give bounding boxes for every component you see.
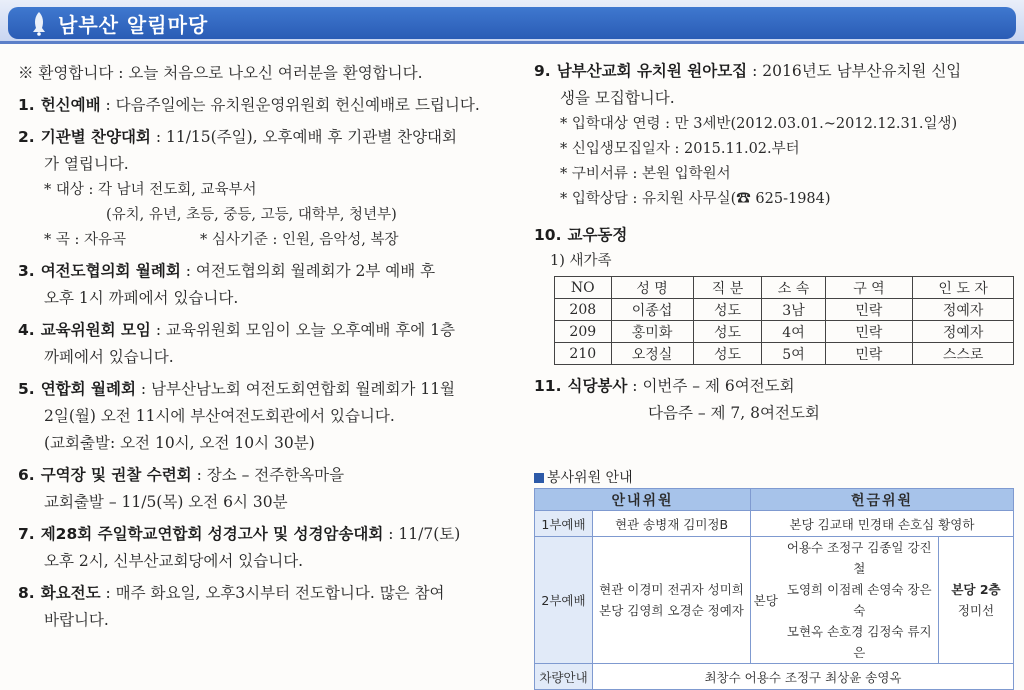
service-row-2: 2부예배 현관 이경미 전귀자 성미희 본당 김영희 오경순 정예자 본당 어용수 조정구 김종일 강진철 도영희 이점례 손영숙 장은숙 모현옥 손호경 김정숙 류지은 본당 2층 정미선 bbox=[535, 537, 1014, 664]
right-column bbox=[534, 58, 1014, 427]
item-7: 7. 제28회 주일학교연합회 성경고사 및 성경암송대회 : 11/7(토) 오후 2시, 신부산교회당에서 있습니다. bbox=[18, 525, 461, 570]
item-6: 6. 구역장 및 권찰 수련회 : 장소 – 전주한옥마을 교회출발 – 11/5(목) 오전 6시 30분 bbox=[18, 466, 345, 511]
square-bullet-icon bbox=[534, 473, 544, 483]
item-9-sub-3: * 구비서류 : 본원 입학원서 bbox=[560, 166, 731, 182]
service-header-row: 안내위원 헌금위원 bbox=[535, 489, 1014, 511]
left-column bbox=[18, 60, 508, 634]
new-family-table bbox=[554, 276, 1014, 365]
item-5: 5. 연합회 월례회 : 남부산남노회 여전도회연합회 월례회가 11월 2일(월) 오전 11시에 부산여전도회관에서 있습니다. (교회출발: 오전 10시, 오전 10시 30분) bbox=[18, 380, 456, 452]
item-9-sub-1: * 입학대상 연령 : 만 3세반(2012.03.01.~2012.12.31.일생) bbox=[560, 116, 958, 132]
item-11: 11. 식당봉사 : 이번주 – 제 6여전도회 다음주 – 제 7, 8여전도회 bbox=[534, 377, 820, 422]
page-title: 남부산 알림마당 bbox=[58, 12, 209, 37]
item-2: 2. 기관별 찬양대회 : 11/15(주일), 오후예배 후 기관별 찬양대회 가 열립니다. * 대상 : 각 남녀 전도회, 교육부서 (유치, 유년, 초등, 중등, 고등, 대학부, 청년부) * 곡 : 자유곡 * 심사기준 : 인원, 음악성, 복장 bbox=[18, 124, 508, 253]
item-9-sub-4: * 입학상담 : 유치원 사무실(☎ 625-1984) bbox=[560, 191, 831, 207]
item-10: 10. 교우동정 1) 새가족 NO 성 명 직 분 소 속 구 역 인 도 자 208 이종섭 성도 3남 민락 정예자 209 홍미화 성도 4여 민락 정예자 210 오정실 성도 5여 민락 스스로 bbox=[534, 222, 1014, 365]
service-row-1: 1부예배 현관 송병재 김미정B 본당 김교태 민경태 손호심 황영하 bbox=[535, 511, 1014, 537]
welcome-text: ※ 환영합니다 : 오늘 처음으로 나오신 여러분을 환영합니다. bbox=[18, 64, 423, 82]
new-family-label: 1) 새가족 bbox=[550, 253, 612, 269]
item-9-sub-2: * 신입생모집일자 : 2015.11.02.부터 bbox=[560, 141, 800, 157]
service-table bbox=[534, 488, 1014, 690]
header-bar bbox=[8, 7, 1016, 39]
table-header-row: NO 성 명 직 분 소 속 구 역 인 도 자 bbox=[555, 277, 1014, 299]
service-section-title: 봉사위원 안내 bbox=[534, 467, 633, 487]
item-4: 4. 교육위원회 모임 : 교육위원회 모임이 오늘 오후예배 후에 1층 까페에서 있습니다. bbox=[18, 321, 456, 366]
item-3: 3. 여전도협의회 월례회 : 여전도협의회 월례회가 2부 예배 후 오후 1시 까페에서 있습니다. bbox=[18, 262, 436, 307]
item-9: 9. 남부산교회 유치원 원아모집 : 2016년도 남부산유치원 신입 생을 모집합니다. * 입학대상 연령 : 만 3세반(2012.03.01.~2012.12.31.일생) * 신입생모집일자 : 2015.11.02.부터 * 구비서류 : 본원 입학원서 * 입학상담 : 유치원 사무실(☎ 625-1984) bbox=[534, 58, 1014, 212]
item-2-target: * 대상 : 각 남녀 전도회, 교육부서 bbox=[44, 182, 257, 198]
service-row-3: 차량안내 최창수 어용수 조정구 최상윤 송영옥 bbox=[535, 664, 1014, 690]
table-row: 208 이종섭 성도 3남 민락 정예자 bbox=[555, 299, 1014, 321]
header bbox=[0, 0, 1024, 44]
church-bell-icon bbox=[30, 10, 48, 36]
item-8: 8. 화요전도 : 매주 화요일, 오후3시부터 전도합니다. 많은 참여 바랍니다. bbox=[18, 584, 445, 629]
table-row: 210 오정실 성도 5여 민락 스스로 bbox=[555, 343, 1014, 365]
item-2-song-criteria: * 곡 : 자유곡 * 심사기준 : 인원, 음악성, 복장 bbox=[44, 232, 399, 248]
table-row: 209 홍미화 성도 4여 민락 정예자 bbox=[555, 321, 1014, 343]
item-1: 1. 헌신예배 : 다음주일에는 유치원운영위원회 헌신예배로 드립니다. bbox=[18, 96, 480, 114]
item-2-target-list: (유치, 유년, 초등, 중등, 고등, 대학부, 청년부) bbox=[106, 207, 397, 223]
